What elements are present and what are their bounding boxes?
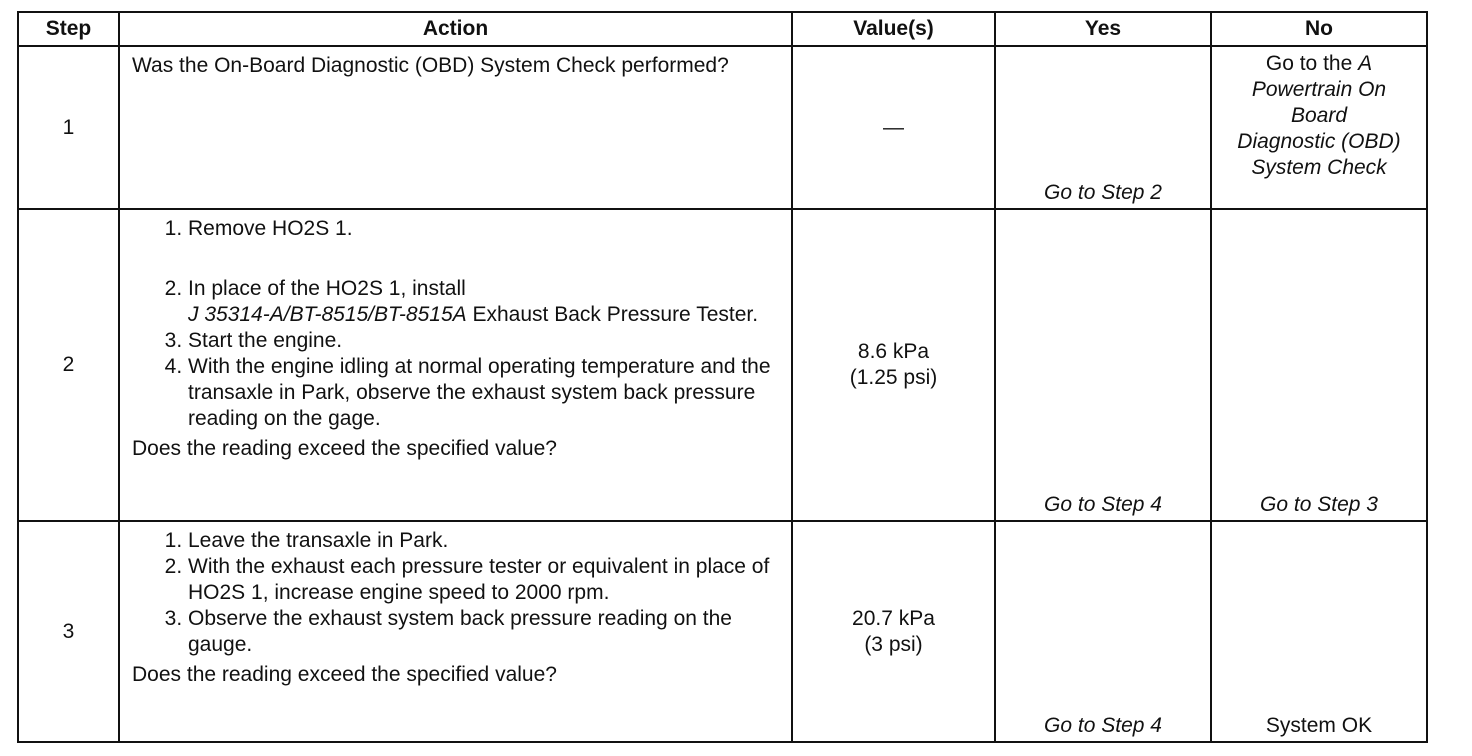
procedure-step: 1. Leave the transaxle in Park. bbox=[188, 528, 781, 554]
value-cell: — bbox=[792, 46, 995, 209]
no-line bbox=[1218, 51, 1420, 77]
action-cell bbox=[119, 521, 792, 742]
procedure-step: 3. Start the engine. bbox=[188, 328, 781, 354]
procedure-step: 3. Observe the exhaust system back pressure reading on the gauge. bbox=[188, 606, 781, 658]
tool-number: J 35314-A/BT-8515/BT-8515A bbox=[188, 303, 467, 326]
header-row bbox=[18, 12, 1427, 46]
yes-cell: Go to Step 2 bbox=[995, 46, 1211, 209]
value-kpa: 20.7 kPa bbox=[852, 606, 935, 630]
procedure-list bbox=[132, 216, 781, 432]
header-no: No bbox=[1211, 12, 1427, 46]
procedure-text: Exhaust Back Pressure Tester. bbox=[466, 303, 759, 326]
no-cell bbox=[1211, 46, 1427, 209]
header-step: Step bbox=[18, 12, 119, 46]
value-psi: (1.25 psi) bbox=[849, 366, 938, 389]
step-number: 1 bbox=[18, 46, 119, 209]
procedure-step: 2. With the exhaust each pressure tester or equivalent in place of HO2S 1, increase engine speed to 2000 rpm. bbox=[188, 554, 781, 606]
value-cell bbox=[792, 209, 995, 521]
no-line-4: System Check bbox=[1251, 156, 1387, 179]
yes-cell: Go to Step 4 bbox=[995, 209, 1211, 521]
diagnostic-table bbox=[17, 11, 1428, 743]
table-row-step-3 bbox=[18, 521, 1427, 742]
no-reference bbox=[1212, 51, 1426, 181]
value-kpa: 8.6 kPa bbox=[857, 340, 930, 363]
table-row-step-2 bbox=[18, 209, 1427, 521]
header-action: Action bbox=[119, 12, 792, 46]
procedure-step bbox=[188, 276, 781, 328]
no-cell: Go to Step 3 bbox=[1211, 209, 1427, 521]
header-values: Value(s) bbox=[792, 12, 995, 46]
yes-cell: Go to Step 4 bbox=[995, 521, 1211, 742]
action-question: Does the reading exceed the specified value? bbox=[132, 663, 557, 686]
no-line-1: Powertrain On bbox=[1251, 78, 1387, 101]
no-line-2: Board bbox=[1290, 104, 1348, 127]
value-cell bbox=[792, 521, 995, 742]
procedure-step: 4. With the engine idling at normal operating temperature and the transaxle in Park, observe the exhaust system back pressure reading on the gage. bbox=[188, 354, 781, 432]
table-row-step-1 bbox=[18, 46, 1427, 209]
action-question: Does the reading exceed the specified value? bbox=[132, 437, 557, 460]
step-number: 2 bbox=[18, 209, 119, 521]
procedure-text: In place of the HO2S 1, install bbox=[188, 277, 466, 300]
no-cell: System OK bbox=[1211, 521, 1427, 742]
action-cell bbox=[119, 46, 792, 209]
step-number: 3 bbox=[18, 521, 119, 742]
header-yes: Yes bbox=[995, 12, 1211, 46]
action-question: Was the On-Board Diagnostic (OBD) System Check performed? bbox=[132, 54, 729, 77]
value-psi: (3 psi) bbox=[864, 632, 923, 656]
no-line-0: A bbox=[1358, 52, 1373, 75]
no-line-3: Diagnostic (OBD) bbox=[1237, 130, 1401, 153]
action-cell bbox=[119, 209, 792, 521]
procedure-step: 1. Remove HO2S 1. bbox=[188, 216, 781, 242]
no-prefix: Go to the bbox=[1265, 52, 1353, 75]
procedure-list bbox=[132, 528, 781, 658]
